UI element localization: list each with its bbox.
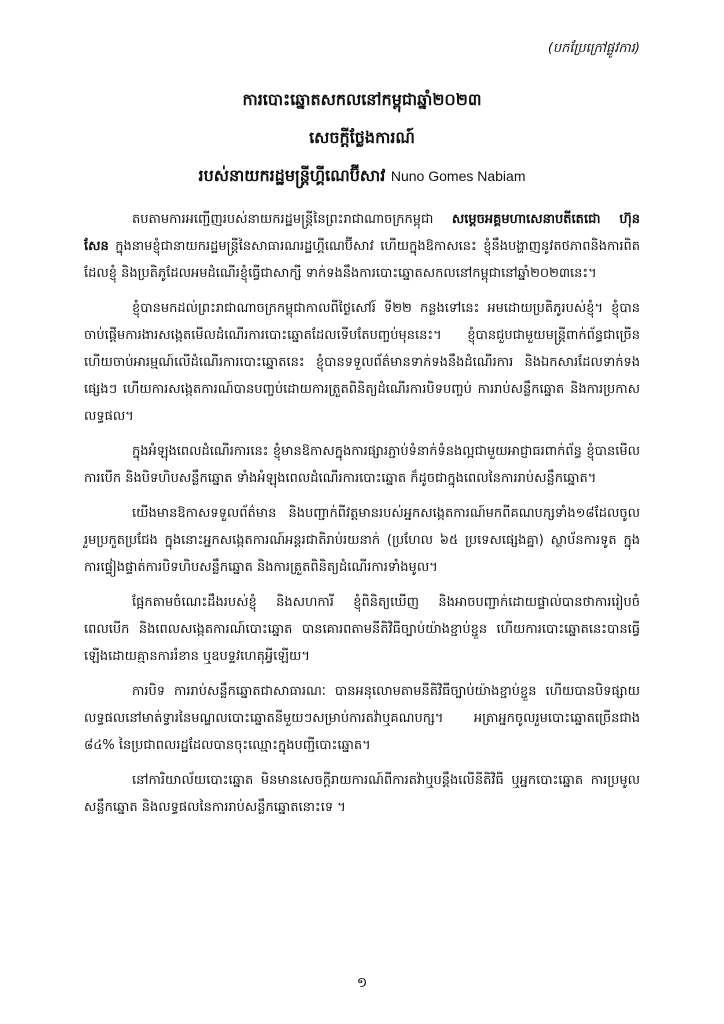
paragraph-3: ក្នុងអំឡុងពេលដំណើរការនេះ ខ្ញុំមានឱកាសក្នុងការផ្សារភ្ជាប់ទំនាក់ទំនងល្អជាមួយអាជ្ញាធរពាក់ព័ន្ធ ខ្ញុំបានមើលការបើក និងបិទហិបសន្លឹកឆ្នោត ទាំងអំឡុងពេលដំណើរការបោះឆ្នោត ក៏ដូចជាក្នុងពេលនៃការរាប់សន្លឹកឆ្នោត។ — [84, 444, 640, 486]
title-pm-khmer: របស់នាយករដ្ឋមន្ត្រីហ្គីណេប៊ីសាវ — [198, 166, 386, 185]
paragraph-5: ផ្អែកតាមចំណេះដឹងរបស់ខ្ញុំ និងសហការី ខ្ញុំពិនិត្យឃើញ និងអាចបញ្ជាក់ដោយផ្ទាល់បានថាការរៀបចំ ពេលបើក និងពេលសង្កេតការណ៍បោះឆ្នោត បានគោរពតាមនីតិវិធីច្បាប់យ៉ាងខ្ជាប់ខ្ជួន ហើយការបោះឆ្នោតនេះបានធ្វើឡើងដោយគ្មានការរំខាន ឬឧបទ្ទវហេតុអ្វីឡើយ។ — [84, 595, 640, 664]
title-pm-name: Nuno Gomes Nabiam — [390, 168, 526, 184]
page-number: ១ — [356, 975, 368, 991]
paragraph-4: យើងមានឱកាសទទួលព័ត៌មាន និងបញ្ជាក់ពីវត្តមានរបស់អ្នកសង្កេតការណ៍មកពីគណបក្សទាំង១៨ដែលចូលរួមប្រកួតប្រជែង ក្នុងនោះអ្នកសង្កេតការណ៍អន្តរជាតិរាប់រយនាក់ (ប្រហែល ៦៥ ប្រទេសផ្សេងគ្នា) ស្ថាប័នការទូត ក្នុងការផ្ទៀងផ្ទាត់ការបិទហិបសន្លឹកឆ្នោត និងការត្រួតពិនិត្យដំណើរការទាំងមូល។ — [84, 506, 640, 575]
title-block — [84, 88, 640, 202]
paragraph-1-text: តបតាមការអញ្ជើញរបស់នាយករដ្ឋមន្ត្រីនៃព្រះរាជាណាចក្រកម្ពុជា — [132, 212, 452, 227]
paragraph-2: ខ្ញុំបានមកដល់ព្រះរាជាណាចក្រកម្ពុជាកាលពីថ្ងៃសៅរ៍ ទី២២ កន្លងទៅនេះ អមដោយប្រតិភូរបស់ខ្ញុំ។ ខ្ញុំបានចាប់ផ្តើមការងារសង្កេតមើលដំណើរការបោះឆ្នោតដែលទើបតែបញ្ចប់មុននេះ។ ខ្ញុំបានជួបជាមួយមន្ត្រីពាក់ព័ន្ធជាច្រើន ហើយចាប់អារម្មណ៍លើដំណើរការបោះឆ្នោតនេះ ខ្ញុំបានទទួលព័ត៌មានទាក់ទងនឹងដំណើរការ និងឯកសារដែលទាក់ទងផ្សេងៗ ហើយការសង្កេតការណ៍បានបញ្ចប់ដោយការត្រួតពិនិត្យដំណើរការបិទបញ្ចប់ ការរាប់សន្លឹកឆ្នោត និងការប្រកាសលទ្ធផល។ — [84, 301, 640, 424]
paragraph-1-text-cont: ក្នុងនាមខ្ញុំជានាយករដ្ឋមន្ត្រីនៃសាធារណរដ្ឋហ្គីណេប៊ីសាវ ហើយក្នុងឱកាសនេះ ខ្ញុំនឹងបង្ហាញនូវតថភាពនិងការពិតដែលខ្ញុំ និងប្រតិភូដែលអមដំណើរខ្ញុំធ្វើជាសាក្សី ទាក់ទងនឹងការបោះឆ្នោតសកលនៅកម្ពុជានៅឆ្នាំ២០២៣នេះ។ — [84, 239, 640, 281]
paragraph-6: ការបិទ ការរាប់សន្លឹកឆ្នោតជាសាធារណៈ បានអនុលោមតាមនីតិវិធីច្បាប់យ៉ាងខ្ជាប់ខ្ជួន ហើយបានបិទផ្សាយលទ្ធផលនៅមាត់ទ្វារនៃមណ្ឌលបោះឆ្នោតនីមួយៗសម្រាប់ការតវ៉ាឬគណបក្ស។ អត្រាអ្នកចូលរួមបោះឆ្នោតច្រើនជាង ៨៤% នៃប្រជាពលរដ្ឋដែលបានចុះឈ្មោះក្នុងបញ្ជីបោះឆ្នោត។ — [84, 684, 640, 753]
paragraph-7: នៅការិយាល័យបោះឆ្នោត មិនមានសេចក្តីរាយការណ៍ពីការតវ៉ាឬបន្តឹងលើនីតិវិធី ឬអ្នកបោះឆ្នោត ការប្រមូលសន្លឹកឆ្នោត និងលទ្ធផលនៃការរាប់សន្លឹកឆ្នោតនោះទេ ។ — [84, 773, 640, 815]
paragraph-1 — [84, 206, 640, 287]
title-election: ការបោះឆ្នោតសកលនៅកម្ពុជាឆ្នាំ២០២៣ — [242, 90, 482, 109]
body-text — [84, 206, 640, 829]
title-statement: សេចក្តីថ្លែងការណ៍ — [309, 128, 415, 147]
paragraph-1-bold-name: សម្តេចអគ្គមហាសេនាបតីតេជោ ហ៊ុន សែន — [84, 212, 640, 254]
title-prime-minister — [84, 164, 640, 188]
unofficial-translation-note: (បកប្រែក្រៅផ្លូវការ) — [547, 41, 640, 56]
